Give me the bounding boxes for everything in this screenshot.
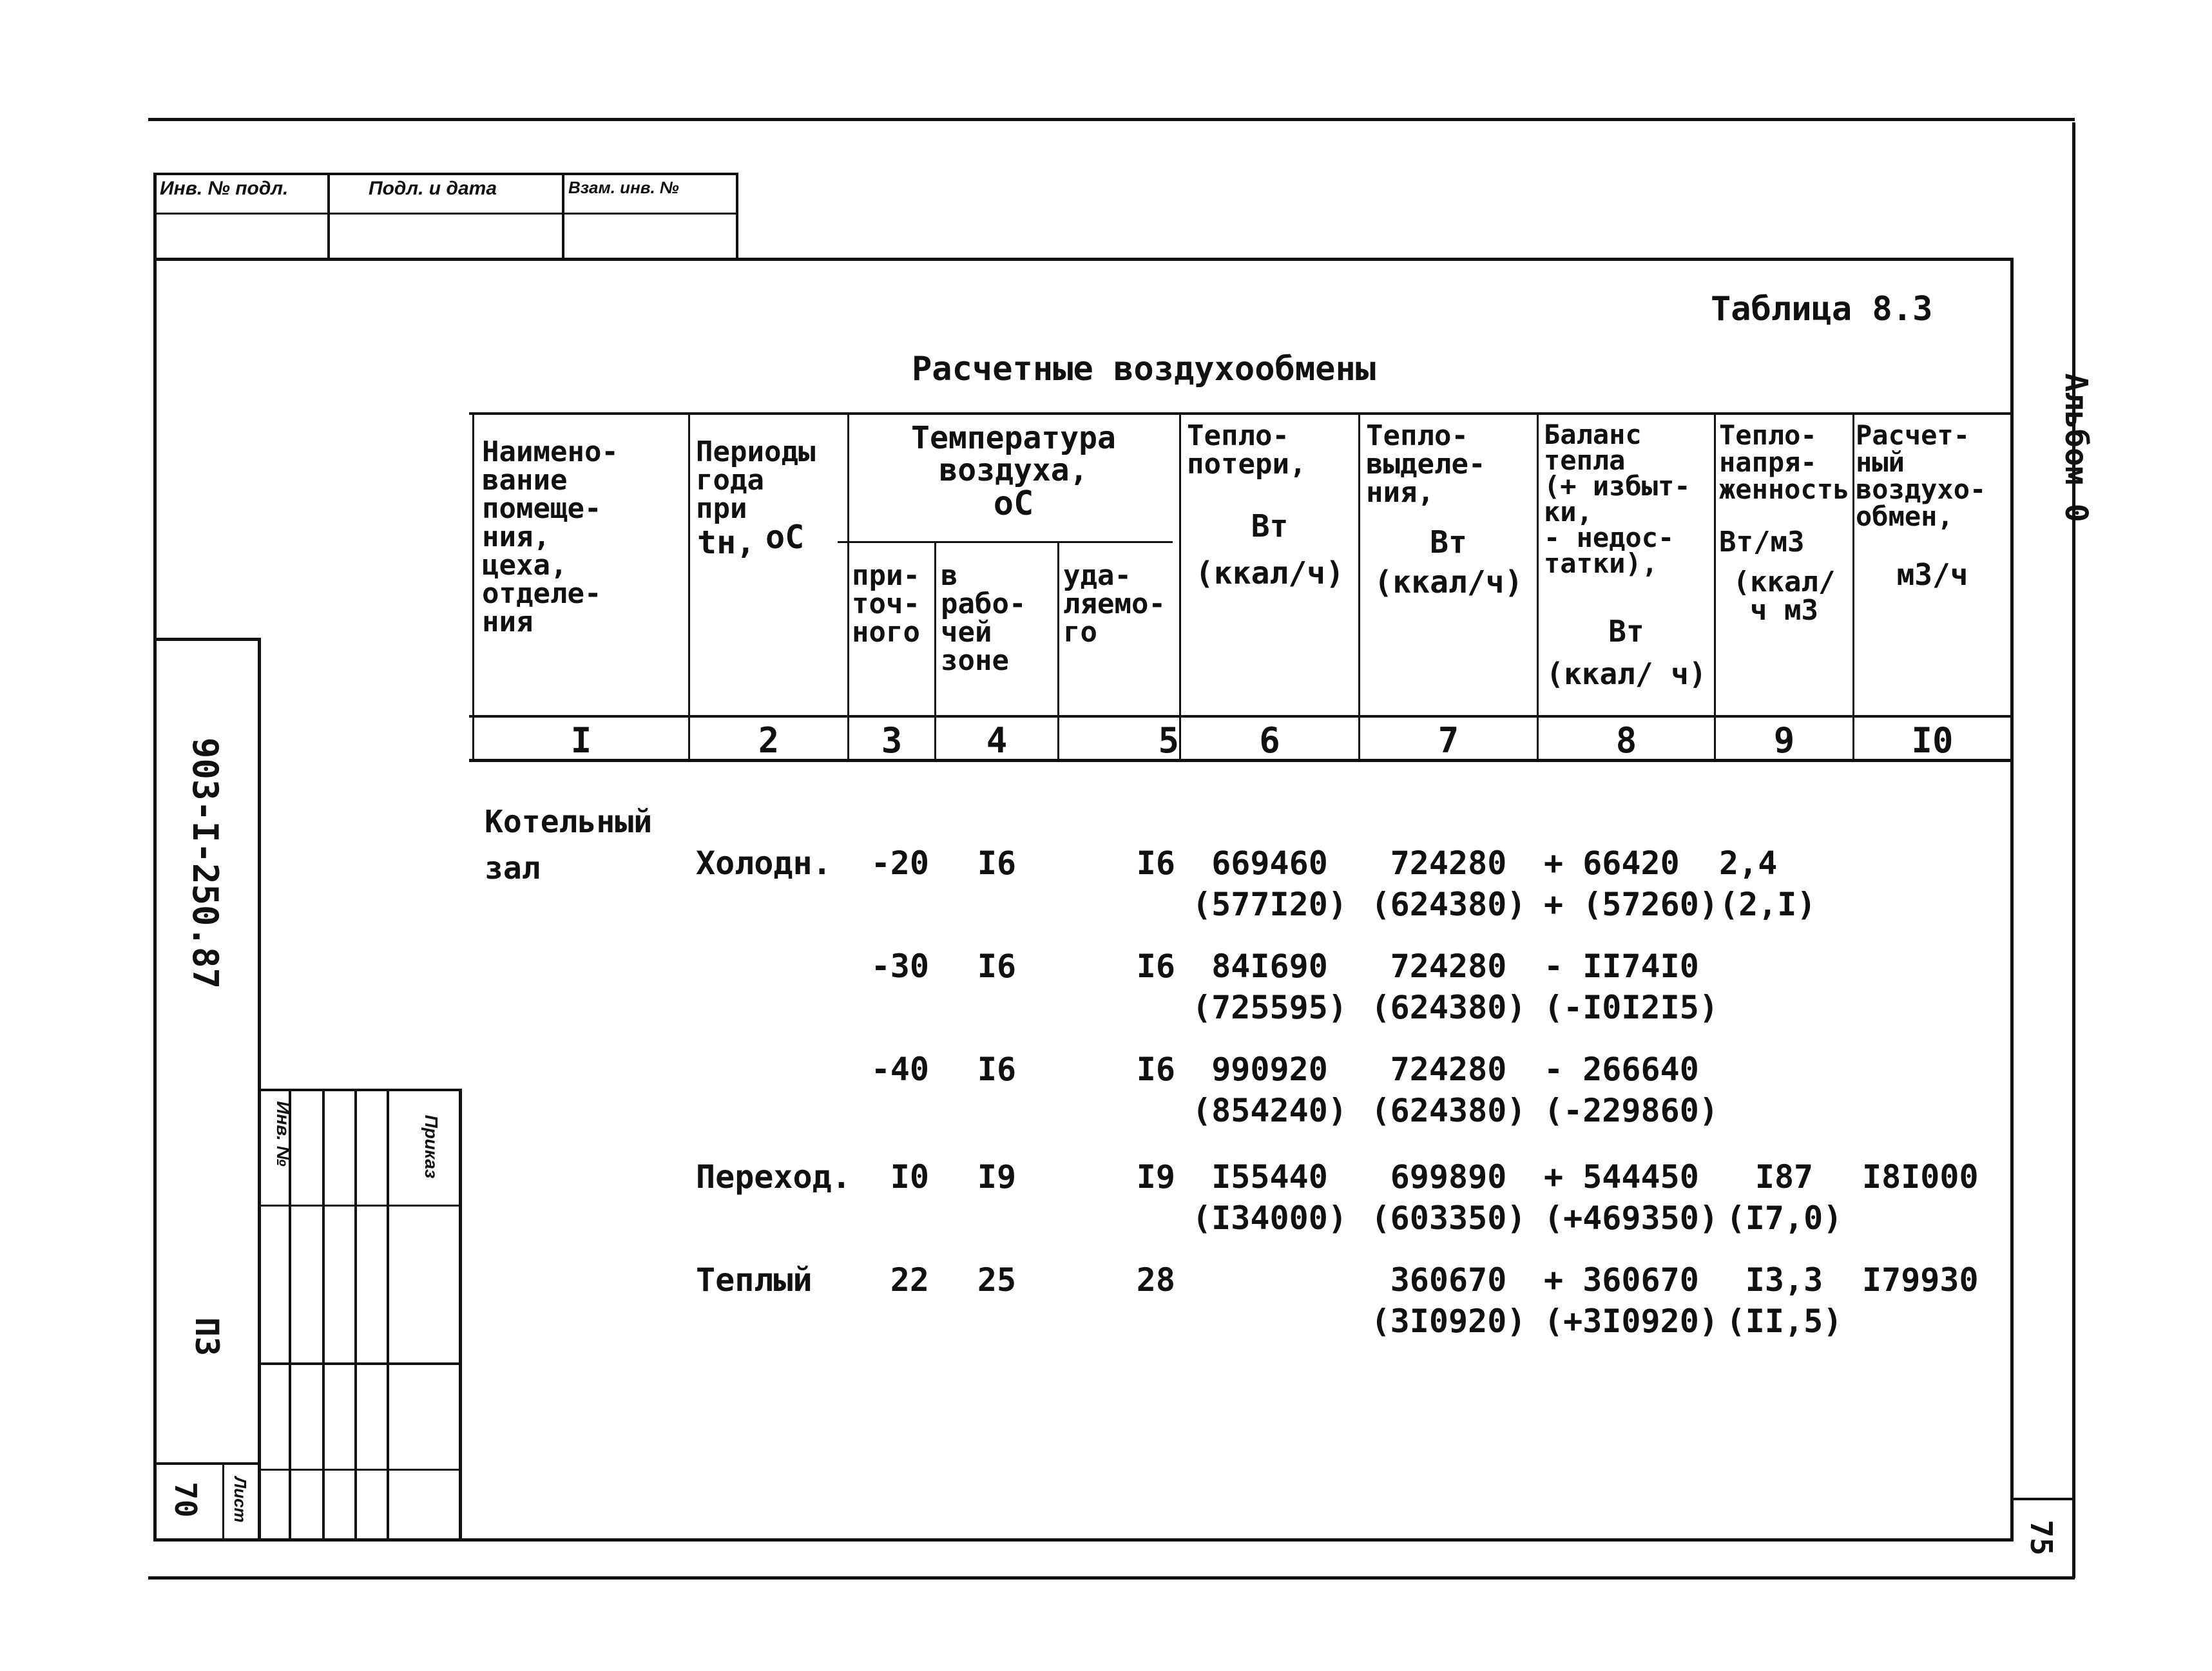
- row-t-exhaust: I6: [1136, 1051, 1175, 1088]
- row-t-exhaust: I6: [1136, 845, 1175, 882]
- sheet-label: Лист: [231, 1476, 250, 1523]
- row-intensity: I87 (I7,0): [1726, 1158, 1843, 1237]
- row-heat-gain: 724280 (624380): [1370, 948, 1526, 1026]
- col-period-unit: oC: [765, 519, 805, 556]
- row-heat-loss: 669460 (577I20): [1192, 845, 1347, 923]
- row-balance: + 544450 (+469350): [1544, 1158, 1718, 1237]
- col-heatgain-unit: Вт: [1430, 524, 1467, 560]
- row-t-exhaust: 28: [1136, 1261, 1175, 1299]
- col-number-3: 3: [881, 720, 903, 761]
- col-number-4: 4: [986, 720, 1008, 761]
- sheet-number: 70: [168, 1482, 203, 1518]
- row-t-workzone: I9: [977, 1158, 1017, 1196]
- frame-left: [153, 173, 157, 1542]
- col-room-header: Наимено- вание помеще- ния, цеха, отделе- ния: [482, 435, 619, 638]
- sign-date-label: Подл. и дата: [369, 178, 497, 199]
- col-number-6: 6: [1259, 720, 1280, 761]
- col-period-header: Периоды года при: [696, 435, 816, 525]
- col-number-7: 7: [1438, 720, 1459, 761]
- col-intensity-header: Тепло- напря- женность: [1719, 419, 1850, 505]
- col-balance-unit: Вт: [1608, 614, 1644, 649]
- col-exhaust-header: уда- ляемо- го: [1063, 559, 1166, 649]
- row-balance: + 360670 (+3I0920): [1544, 1261, 1718, 1340]
- row-balance: - 266640 (-229860): [1544, 1051, 1718, 1129]
- col-exchange-header: Расчет- ный воздухо- обмен,: [1856, 419, 1986, 532]
- room-name: Котельный зал: [485, 804, 653, 886]
- col-number-5: 5: [1158, 720, 1179, 761]
- table-caption: Таблица 8.3: [1711, 290, 1933, 329]
- row-heat-gain: 724280 (624380): [1370, 845, 1526, 923]
- right-rule: [2072, 122, 2075, 1578]
- col-supply-header: при- точ- ного: [852, 559, 920, 649]
- row-heat-loss: 990920 (854240): [1192, 1051, 1347, 1129]
- order-label: Приказ: [421, 1114, 441, 1179]
- top-rule: [148, 118, 2075, 121]
- row-t-supply: I0: [890, 1158, 929, 1196]
- frame-right: [2010, 258, 2014, 1542]
- row-exchange: I79930: [1862, 1261, 1979, 1299]
- inv-original-label: Инв. № подл.: [160, 178, 289, 199]
- row-balance: + 66420 + (57260): [1544, 845, 1718, 923]
- section-code: ПЗ: [188, 1317, 226, 1357]
- row-t-supply: -30: [870, 948, 929, 985]
- row-period: Переход.: [696, 1158, 851, 1196]
- bottom-rule: [148, 1576, 2075, 1580]
- row-t-supply: 22: [890, 1261, 929, 1299]
- col-intensity-unit: Вт/м3: [1719, 526, 1805, 559]
- page-number: 75: [2024, 1520, 2059, 1556]
- row-intensity: 2,4 (2,I): [1719, 845, 1816, 923]
- row-balance: - II74I0 (-I0I2I5): [1544, 948, 1718, 1026]
- col-balance-header: Баланс тепла (+ избыт- ки, - недос- татки),: [1544, 419, 1691, 579]
- col-heatloss-alt-unit: (ккал/ч): [1195, 555, 1345, 591]
- row-period: Холодн.: [696, 845, 832, 882]
- row-t-supply: -40: [870, 1051, 929, 1088]
- frame-bottom: [153, 1538, 2014, 1542]
- row-t-supply: -20: [870, 845, 929, 882]
- row-t-exhaust: I6: [1136, 948, 1175, 985]
- col-balance-alt-unit: (ккал/ ч): [1546, 656, 1707, 691]
- row-t-workzone: I6: [977, 1051, 1017, 1088]
- row-t-workzone: I6: [977, 948, 1017, 985]
- table-title: Расчетные воздухообмены: [912, 350, 1376, 388]
- frame-top: [153, 258, 2014, 261]
- album-label: Альбом 0: [2058, 373, 2094, 522]
- row-heat-loss: I55440 (I34000): [1192, 1158, 1347, 1237]
- temp-group-header: Температура воздуха,: [911, 420, 1116, 488]
- row-intensity: I3,3 (II,5): [1726, 1261, 1843, 1340]
- temp-group-unit: oC: [993, 484, 1034, 523]
- row-t-workzone: I6: [977, 845, 1017, 882]
- side-inv-label: Инв. №: [273, 1101, 293, 1167]
- col-number-8: 8: [1615, 720, 1637, 761]
- col-heatloss-header: Тепло- потери,: [1187, 419, 1307, 481]
- col-period-tn: tн,: [697, 524, 756, 561]
- col-workzone-header: в рабо- чей зоне: [941, 559, 1026, 677]
- doc-code: 903-I-250.87: [185, 737, 226, 989]
- row-t-workzone: 25: [977, 1261, 1017, 1299]
- col-heatgain-alt-unit: (ккал/ч): [1374, 564, 1523, 600]
- row-heat-gain: 360670 (3I0920): [1370, 1261, 1526, 1340]
- col-intensity-alt-unit: (ккал/ ч м3: [1733, 566, 1836, 627]
- row-t-exhaust: I9: [1136, 1158, 1175, 1196]
- row-exchange: I8I000: [1862, 1158, 1979, 1196]
- col-number-2: 2: [758, 720, 780, 761]
- row-heat-gain: 724280 (624380): [1370, 1051, 1526, 1129]
- col-number-10: I0: [1911, 720, 1954, 761]
- col-number-1: I: [570, 720, 592, 761]
- col-heatloss-unit: Вт: [1251, 508, 1289, 544]
- row-heat-loss: 84I690 (725595): [1192, 948, 1347, 1026]
- col-number-9: 9: [1773, 720, 1795, 761]
- col-heatgain-header: Тепло- выделе- ния,: [1366, 419, 1486, 509]
- row-period: Теплый: [696, 1261, 813, 1299]
- replace-inv-label: Взам. инв. №: [568, 178, 679, 197]
- row-heat-gain: 699890 (603350): [1370, 1158, 1526, 1237]
- col-exchange-unit: м3/ч: [1896, 557, 1968, 592]
